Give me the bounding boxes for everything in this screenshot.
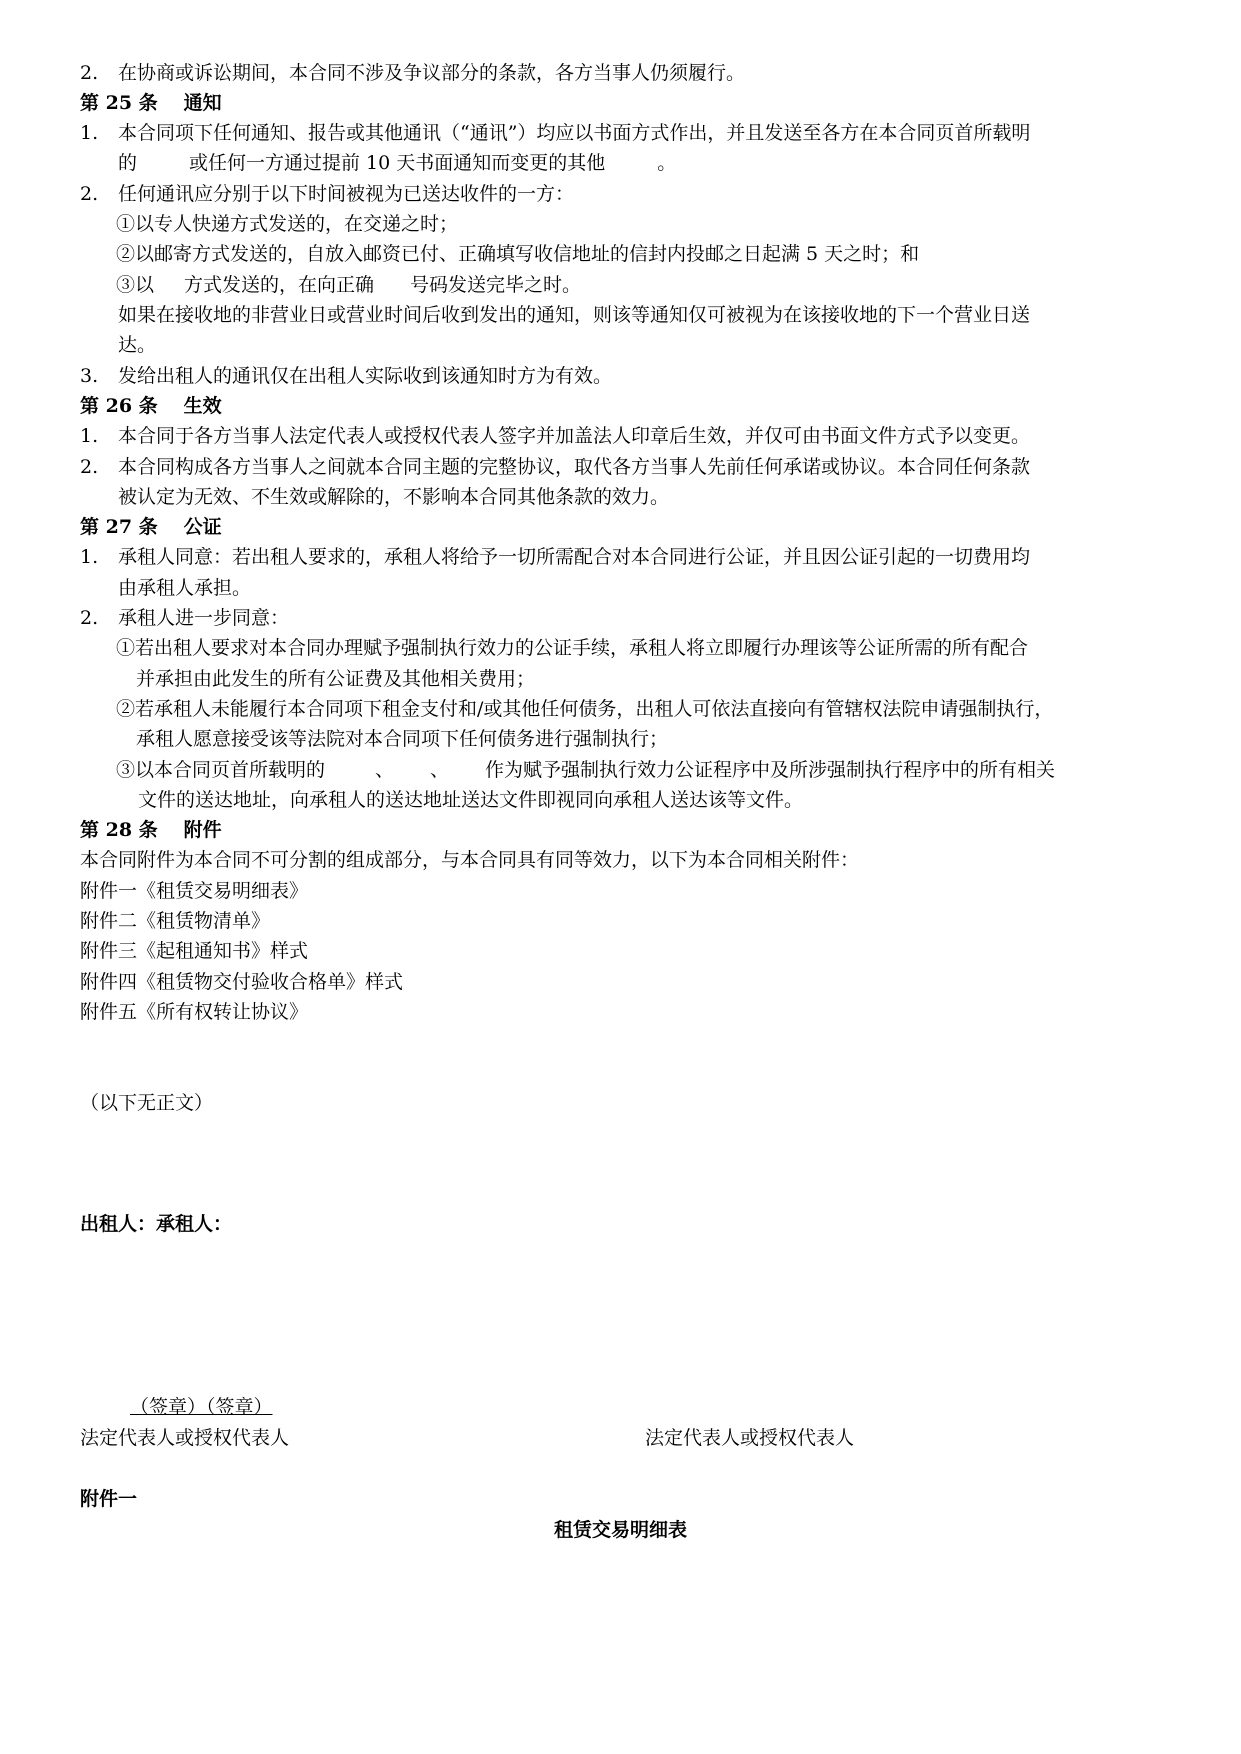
attachment-text: 附件一《租赁交易明细表》 <box>80 880 309 902</box>
clause27-heading <box>80 515 222 539</box>
sub-item-text-part: ③以 <box>116 274 155 296</box>
clause25-note-line1 <box>118 303 1030 327</box>
item-number: 2. <box>80 607 99 629</box>
clause26-item2-line1 <box>80 455 1030 479</box>
rep-right-label: 法定代表人或授权代表人 <box>645 1427 855 1449</box>
sub-item-text: 并承担由此发生的所有公证费及其他相关费用； <box>136 668 536 690</box>
clause27-item1-line1 <box>80 545 1030 569</box>
clause27-item1-line2 <box>118 576 251 600</box>
rep-right <box>645 1426 854 1450</box>
item-text: 被认定为无效、不生效或解除的，不影响本合同其他条款的效力。 <box>118 486 670 508</box>
appendix-label-text: 附件一 <box>80 1488 138 1510</box>
sub-item-text: ②以邮寄方式发送的，自放入邮资已付、正确填写收信地址的信封内投邮之日起满 5 天之时；和 <box>116 243 920 265</box>
clause25-item2 <box>80 182 574 206</box>
clause25-sub1 <box>116 212 458 236</box>
clause28-intro <box>80 848 859 872</box>
clause25-note-line2 <box>118 333 156 357</box>
clause25-item1-line2 <box>118 151 676 175</box>
clause27-sub3-line1 <box>116 758 1055 782</box>
clause-title: 通知 <box>183 92 222 114</box>
clause25-sub3 <box>116 273 581 297</box>
item-text: 本合同构成各方当事人之间就本合同主题的完整协议，取代各方当事人先前任何承诺或协议。本合同任何条款 <box>118 456 1031 478</box>
attachment-item <box>80 909 270 933</box>
item-number: 2. <box>80 183 99 205</box>
item-number: 1. <box>80 546 99 568</box>
appendix-title-text: 租赁交易明细表 <box>553 1519 687 1541</box>
clause27-sub3-line2 <box>138 788 803 812</box>
sub-item-text: ①以专人快递方式发送的，在交递之时； <box>116 213 459 235</box>
clause27-sub1-line1 <box>116 636 1028 660</box>
item-number: 1. <box>80 122 99 144</box>
item-text: 发给出租人的通讯仅在出租人实际收到该通知时方为有效。 <box>118 365 613 387</box>
item-number: 1. <box>80 425 99 447</box>
sub-item-text: 承租人愿意接受该等法院对本合同项下任何债务进行强制执行； <box>136 728 669 750</box>
end-note-text: （以下无正文） <box>80 1092 214 1114</box>
attachment-text: 附件五《所有权转让协议》 <box>80 1001 309 1023</box>
item-text: 承租人同意：若出租人要求的，承租人将给予一切所需配合对本合同进行公证，并且因公证引起的一切费用均 <box>118 546 1031 568</box>
clause-number: 第 27 条 <box>80 516 158 538</box>
clause28-heading <box>80 818 222 842</box>
attachment-text: 附件二《租赁物清单》 <box>80 910 271 932</box>
item-text: 任何通讯应分别于以下时间被视为已送达收件的一方： <box>118 183 575 205</box>
attachment-item <box>80 879 308 903</box>
attachment-text: 附件四《租赁物交付验收合格单》样式 <box>80 971 404 993</box>
parties-label: 出租人：承租人： <box>80 1213 233 1235</box>
clause26-heading <box>80 394 222 418</box>
note-text: 达。 <box>118 334 157 356</box>
appendix-title <box>0 1517 1241 1543</box>
clause27-sub1-line2 <box>136 667 535 691</box>
item-number: 2. <box>80 456 99 478</box>
clause25-item3 <box>80 364 612 388</box>
attachment-text: 附件三《起租通知书》样式 <box>80 940 309 962</box>
item-text: 由承租人承担。 <box>118 577 252 599</box>
sub-item-text: ①若出租人要求对本合同办理赋予强制执行效力的公证手续，承租人将立即履行办理该等公证所需的所有配合 <box>116 637 1029 659</box>
note-text: 如果在接收地的非营业日或营业时间后收到发出的通知，则该等通知仅可被视为在该接收地的下一个营业日送 <box>118 304 1031 326</box>
sub-item-text: ②若承租人未能履行本合同项下租金支付和/或其他任何债务，出租人可依法直接向有管辖权法院申请强制执行， <box>116 698 1054 720</box>
sub-item-text: 文件的送达地址，向承租人的送达地址送达文件即视同向承租人送达该等文件。 <box>138 789 804 811</box>
clause26-item2-line2 <box>118 485 669 509</box>
signature-seal <box>80 1395 273 1419</box>
clause-number: 第 28 条 <box>80 819 158 841</box>
item-text-part: 。 <box>657 152 677 174</box>
attachment-item <box>80 1000 308 1024</box>
clause-number: 第 25 条 <box>80 92 158 114</box>
rep-left-label: 法定代表人或授权代表人 <box>80 1427 290 1449</box>
item-text: 本合同于各方当事人法定代表人或授权代表人签字并加盖法人印章后生效，并仅可由书面文件方式予以变更。 <box>118 425 1031 447</box>
rep-left <box>80 1426 289 1450</box>
intro-text: 本合同附件为本合同不可分割的组成部分，与本合同具有同等效力，以下为本合同相关附件： <box>80 849 860 871</box>
clause-number: 第 26 条 <box>80 395 158 417</box>
clause-title: 附件 <box>183 819 222 841</box>
item-text-part: 或任何一方通过提前 10 天书面通知而变更的其他 <box>189 152 606 174</box>
sub-item-text-part: ③以本合同页首所载明的 <box>116 759 326 781</box>
clause25-heading <box>80 91 222 115</box>
clause25-sub2 <box>116 242 919 266</box>
clause26-item1 <box>80 424 1030 448</box>
sub-item-text-part: 、 <box>375 759 395 781</box>
item-number: 2. <box>80 62 99 84</box>
item-text: 本合同项下任何通知、报告或其他通讯（“通讯”）均应以书面方式作出，并且发送至各方在本合同页首所载明 <box>118 122 1031 144</box>
sub-item-text-part: 方式发送的，在向正确 <box>184 274 375 296</box>
end-note <box>80 1091 213 1115</box>
sub-item-text-part: 号码发送完毕之时。 <box>410 274 582 296</box>
signature-parties <box>80 1212 232 1236</box>
appendix-label <box>80 1487 137 1511</box>
clause27-sub2-line2 <box>136 727 668 751</box>
clause27-sub2-line1 <box>116 697 1053 721</box>
sub-item-text-part: 作为赋予强制执行效力公证程序中及所涉强制执行程序中的所有相关 <box>485 759 1056 781</box>
attachment-item <box>80 939 308 963</box>
item-text: 承租人进一步同意： <box>118 607 290 629</box>
clause24-item2 <box>80 61 745 85</box>
clause-title: 生效 <box>183 395 222 417</box>
seal-label: （签章）（签章） <box>130 1396 273 1418</box>
clause25-item1-line1 <box>80 121 1030 145</box>
item-text-part: 的 <box>118 152 138 174</box>
item-text: 在协商或诉讼期间，本合同不涉及争议部分的条款，各方当事人仍须履行。 <box>118 62 746 84</box>
clause-title: 公证 <box>183 516 222 538</box>
item-number: 3. <box>80 365 99 387</box>
clause27-item2 <box>80 606 289 630</box>
attachment-item <box>80 970 403 994</box>
sub-item-text-part: 、 <box>430 759 450 781</box>
